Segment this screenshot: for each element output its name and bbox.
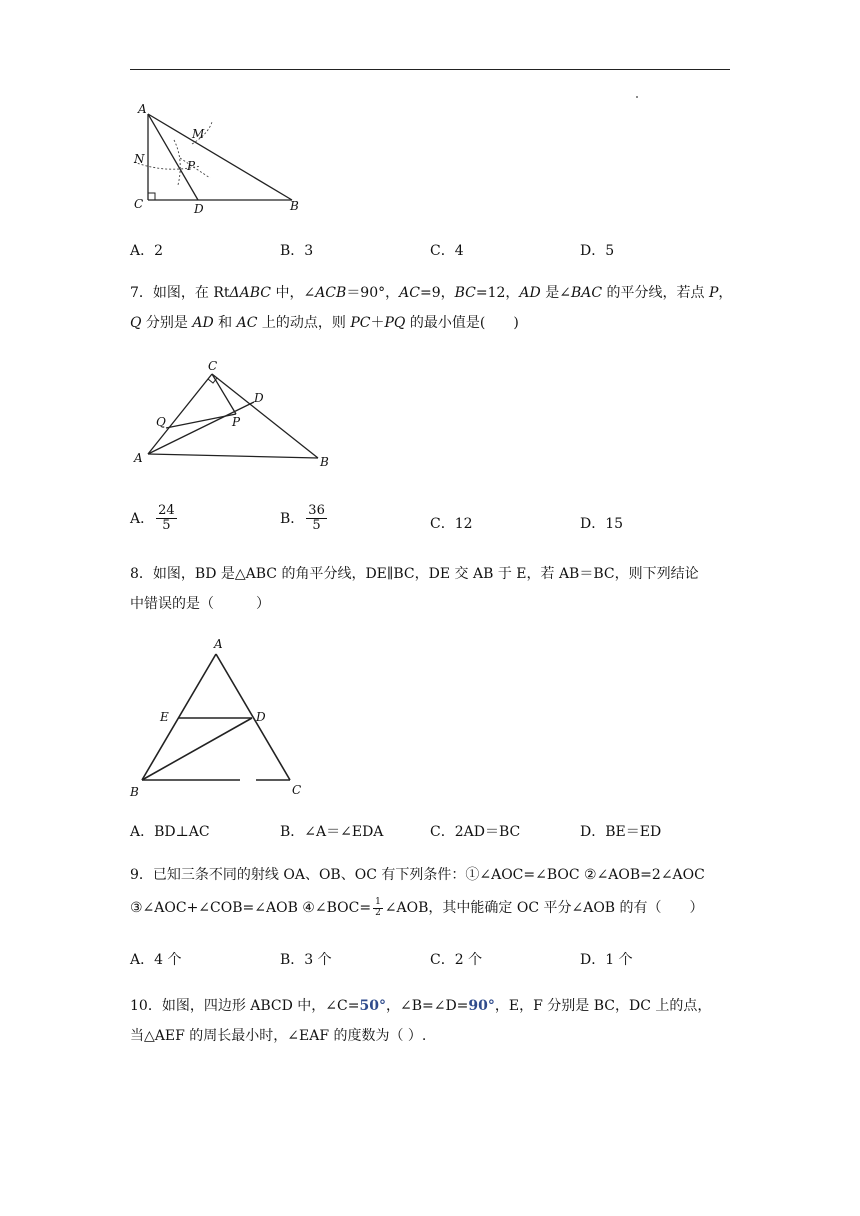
fig6-label-m: M	[192, 127, 205, 141]
q8-option-c-value: 2AD＝BC	[454, 824, 521, 840]
q7-option-a-key: A．	[130, 511, 155, 528]
q9-option-a[interactable]	[130, 949, 181, 969]
figure-q7	[128, 356, 348, 476]
q7-l1-k: 是	[540, 285, 560, 301]
q7-option-a[interactable]	[130, 504, 179, 532]
fig6-label-n: N	[134, 152, 145, 166]
q8-stem-line1: 8．如图，BD 是△ABC 的角平分线，DE∥BC，DE 交 AB 于 E，若 AB＝BC，则下列结论	[130, 566, 699, 582]
q6-option-d-value: 5	[605, 243, 615, 259]
q8-options	[130, 821, 730, 843]
q6-option-c-key: C．	[430, 243, 455, 259]
q6-option-c[interactable]	[430, 240, 464, 260]
q9-option-d-key: D．	[580, 952, 606, 968]
q9-l2-a: ③∠AOC+∠COB=∠AOB ④∠BOC=	[130, 900, 372, 916]
q7-l1-i: =12，	[475, 285, 520, 301]
fig8-label-b: B	[130, 785, 139, 799]
fig7-label-c: C	[208, 359, 218, 373]
q7-l1-l: ∠BAC	[559, 285, 603, 301]
q9-stem-line1: 9．已知三条不同的射线 OA、OB、OC 有下列条件：①∠AOC=∠BOC ②∠AOB=2∠AOC	[130, 867, 705, 883]
fig6-label-p: P	[187, 159, 196, 173]
q7-stem-line2	[130, 308, 730, 338]
q10-angle-bd: 90°	[468, 998, 495, 1014]
q8-option-b-key: B．	[280, 824, 305, 840]
q10-stem-line1	[130, 991, 730, 1021]
q8-option-a[interactable]	[130, 821, 210, 841]
q7-l1-j: AD	[519, 285, 541, 301]
q8-option-c-key: C．	[430, 824, 455, 840]
q7-option-c[interactable]	[430, 513, 473, 533]
q6-option-b-key: B．	[280, 243, 305, 259]
q7-l2-d: 和	[213, 315, 237, 331]
fig7-label-b: B	[320, 455, 329, 469]
q7-l1-e: ＝90°，	[346, 285, 400, 301]
q9-fraction	[373, 898, 383, 918]
q9-stem-line2	[130, 893, 730, 923]
fig6-label-c: C	[134, 197, 144, 211]
q7-option-d-key: D．	[580, 516, 606, 532]
q9-l2-b: ∠AOB，其中能确定 OC 平分∠AOB 的有（ ）	[384, 900, 704, 916]
q7-option-b-fraction	[306, 504, 327, 532]
q8-option-b[interactable]	[280, 821, 383, 841]
q7-option-a-num: 24	[158, 503, 175, 518]
q6-option-b[interactable]	[280, 240, 313, 260]
fig6-label-a: A	[138, 102, 147, 116]
q9-frac-den: 2	[375, 907, 381, 918]
q9-option-b-value: 3 个	[304, 952, 332, 968]
figure-q6	[126, 100, 316, 220]
figure-q6-svg	[126, 100, 316, 220]
q7-l1-b: ΔABC	[229, 285, 272, 301]
q7-l2-i: PQ	[384, 315, 406, 331]
fig8-label-e: E	[160, 710, 169, 724]
q8-option-b-value: ∠A＝∠EDA	[304, 824, 384, 840]
q6-option-a-value: 2	[154, 243, 164, 259]
q9-option-d-value: 1 个	[605, 952, 633, 968]
q7-option-a-den: 5	[162, 517, 171, 533]
q7-l2-a: Q	[130, 315, 142, 331]
q6-option-a[interactable]	[130, 240, 163, 260]
q7-option-b-num: 36	[308, 503, 325, 518]
q9-option-c-key: C．	[430, 952, 455, 968]
q9-option-c-value: 2 个	[454, 952, 483, 968]
q7-option-b[interactable]	[280, 504, 329, 532]
q9-option-c[interactable]	[430, 949, 482, 969]
q8-option-c[interactable]	[430, 821, 520, 841]
q6-option-d-key: D．	[580, 243, 606, 259]
q6-option-c-value: 4	[454, 243, 464, 259]
fig7-label-q: Q	[156, 415, 166, 429]
fig8-label-a: A	[214, 637, 223, 651]
fig8-label-c: C	[292, 783, 302, 797]
q7-l1-n: P	[708, 285, 719, 301]
figure-q8-svg	[128, 636, 318, 806]
q8-option-a-key: A．	[130, 824, 155, 840]
q7-option-b-den: 5	[312, 517, 321, 533]
q6-options	[130, 240, 730, 262]
q7-options	[130, 504, 730, 540]
q7-option-c-value: 12	[454, 516, 473, 532]
figure-q7-svg	[128, 356, 348, 476]
header-rule	[130, 69, 730, 70]
q7-l1-d: ∠ACB	[303, 285, 347, 301]
q8-stem-line2: 中错误的是（ ）	[130, 596, 270, 612]
q10-angle-c: 50°	[359, 998, 386, 1014]
q9-option-d[interactable]	[580, 949, 633, 969]
q8-option-d-key: D．	[580, 824, 606, 840]
q7-l2-c: AD	[192, 315, 214, 331]
q7-option-d[interactable]	[580, 513, 623, 533]
q7-stem-line1	[130, 278, 733, 308]
q7-option-d-value: 15	[605, 516, 624, 532]
q7-l2-f: 上的动点，则	[257, 315, 351, 331]
q7-l1-h: BC	[454, 285, 476, 301]
q7-l2-e: AC	[236, 315, 258, 331]
q7-l1-f: AC	[399, 285, 420, 301]
q7-l1-c: 中，	[271, 285, 304, 301]
q7-l2-g: PC	[350, 315, 371, 331]
q10-stem-line2: 当△AEF 的周长最小时，∠EAF 的度数为（ ）.	[130, 1028, 427, 1044]
fig7-label-a: A	[134, 451, 143, 465]
q9-option-b-key: B．	[280, 952, 305, 968]
q7-l1-o: ，	[718, 285, 733, 301]
fig8-label-d: D	[256, 710, 266, 724]
q8-option-d-value: BE＝ED	[605, 824, 662, 840]
q6-option-d[interactable]	[580, 240, 614, 260]
q6-option-a-key: A．	[130, 243, 155, 259]
fig6-label-d: D	[194, 202, 204, 216]
fig7-label-p: P	[232, 415, 241, 429]
q10-l1-c: ，E，F 分别是 BC，DC 上的点，	[494, 998, 712, 1014]
q9-option-b[interactable]	[280, 949, 332, 969]
q7-l2-h: ＋	[370, 315, 385, 331]
fig7-label-d: D	[254, 391, 264, 405]
q8-option-d[interactable]	[580, 821, 661, 841]
q9-options	[130, 949, 730, 971]
q7-l1-a: 7．如图，在 Rt	[130, 285, 230, 301]
q7-option-a-fraction	[156, 504, 177, 532]
q9-option-a-key: A．	[130, 952, 155, 968]
q7-l1-g: =9，	[419, 285, 455, 301]
fig6-label-b: B	[290, 199, 299, 213]
q7-l2-j: 的最小值是( )	[405, 315, 519, 331]
figure-q8	[128, 636, 318, 806]
q10-l1-b: ，∠B=∠D=	[385, 998, 469, 1014]
q7-option-b-key: B．	[280, 511, 305, 528]
q6-option-b-value: 3	[304, 243, 314, 259]
stray-dot	[636, 96, 638, 98]
q9-option-a-value: 4 个	[154, 952, 182, 968]
q8-option-a-value: BD⊥AC	[154, 824, 210, 840]
q10-l1-a: 10．如图，四边形 ABCD 中，∠C=	[130, 998, 360, 1014]
q7-option-c-key: C．	[430, 516, 455, 532]
q7-l2-b: 分别是	[141, 315, 193, 331]
q7-l1-m: 的平分线，若点	[602, 285, 709, 301]
q9-frac-num: 1	[375, 897, 381, 908]
